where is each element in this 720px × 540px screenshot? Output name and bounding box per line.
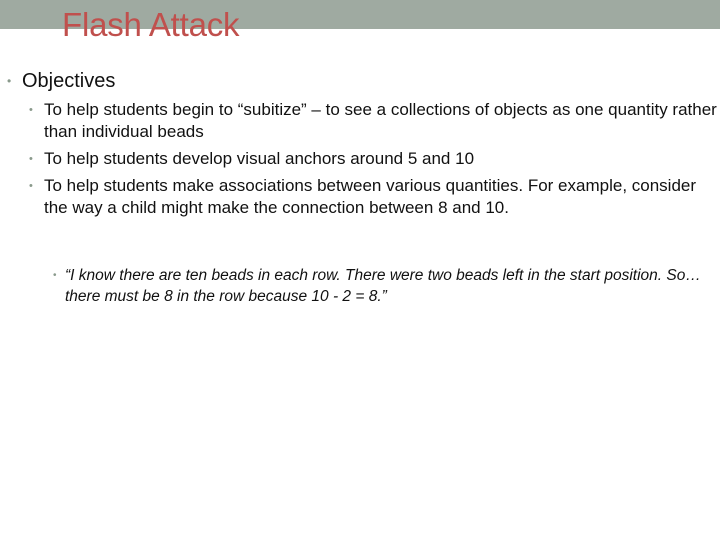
objective-text: To help students develop visual anchors around 5 and 10 xyxy=(44,149,475,168)
objectives-heading: Objectives xyxy=(22,70,116,92)
bullet-icon: • xyxy=(7,74,12,88)
objective-item xyxy=(29,148,717,170)
slide-title: Flash Attack xyxy=(62,6,240,43)
example-quote: “I know there are ten beads in each row. There were two beads left in the start position. So… there must be 8 in the row because 10 - 2 = 8.” xyxy=(65,267,701,305)
bullet-icon: • xyxy=(29,180,33,192)
objective-text: To help students make associations between various quantities. For example, consider the way a child might make the connection between 8 and 10. xyxy=(44,176,697,217)
objective-item xyxy=(29,99,717,143)
bullet-objectives xyxy=(7,69,707,94)
example-quote-item xyxy=(53,265,718,307)
objective-text: To help students begin to “subitize” – to see a collections of objects as one quantity rather than individual beads xyxy=(44,100,717,141)
bullet-icon: • xyxy=(29,153,33,165)
bullet-icon: • xyxy=(53,270,57,281)
bullet-icon: • xyxy=(29,104,33,116)
objective-item xyxy=(29,175,717,219)
